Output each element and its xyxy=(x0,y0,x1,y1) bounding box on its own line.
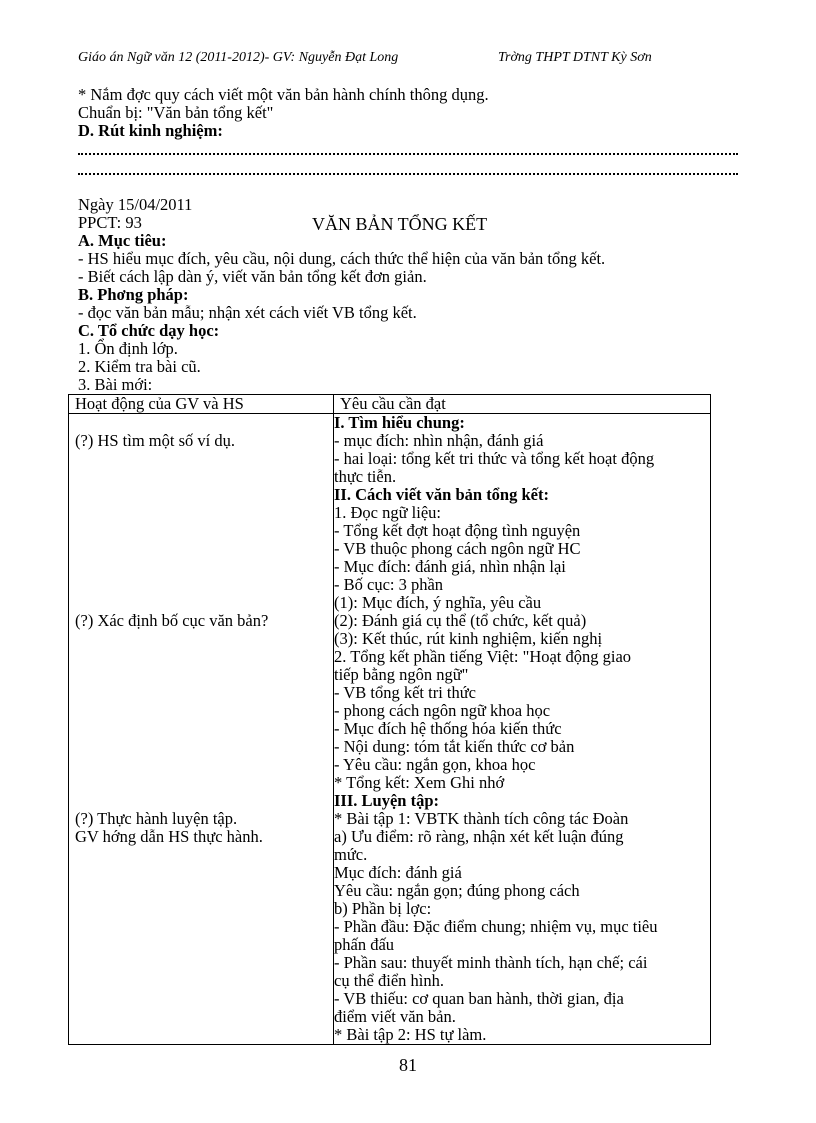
requirement-line: b) Phần bị lợc: xyxy=(334,899,432,918)
requirement-line: - VB thiếu: cơ quan ban hành, thời gian, địa xyxy=(334,989,624,1008)
requirement-line: - phong cách ngôn ngữ khoa học xyxy=(334,701,551,720)
requirement-line: - Mục đích: đánh giá, nhìn nhận lại xyxy=(334,557,566,576)
section-d-heading: D. Rút kinh nghiệm: xyxy=(78,121,223,140)
requirement-line: II. Cách viết văn bản tổng kết: xyxy=(334,485,549,504)
section-a-heading: A. Mục tiêu: xyxy=(78,231,167,250)
requirement-line: III. Luyện tập: xyxy=(334,791,439,810)
lesson-date: Ngày 15/04/2011 xyxy=(78,195,193,214)
intro-line-2: Chuẩn bị: "Văn bản tổng kết" xyxy=(78,103,274,122)
section-c-heading: C. Tổ chức dạy học: xyxy=(78,321,220,340)
requirement-line: điểm viết văn bản. xyxy=(334,1007,456,1026)
requirement-line: - mục đích: nhìn nhận, đánh giá xyxy=(334,431,544,450)
dotted-line-2 xyxy=(78,163,738,175)
dotted-line-1 xyxy=(78,143,738,155)
requirements-cell xyxy=(334,414,711,1045)
requirement-line: - VB thuộc phong cách ngôn ngữ HC xyxy=(334,539,581,558)
requirements-list xyxy=(334,414,710,1044)
header-requirements: Yêu cầu cần đạt xyxy=(334,395,711,414)
requirement-line: 1. Đọc ngữ liệu: xyxy=(334,503,442,522)
requirement-line: - VB tổng kết tri thức xyxy=(334,683,476,702)
requirement-line: Mục đích: đánh giá xyxy=(334,863,462,882)
requirement-line: - Yêu cầu: ngắn gọn, khoa học xyxy=(334,755,536,774)
requirement-line: phấn đấu xyxy=(334,935,395,954)
lesson-ppct: PPCT: 93 xyxy=(78,213,142,232)
step-3: 3. Bài mới: xyxy=(78,375,153,394)
activity-question: (?) Xác định bố cục văn bản? xyxy=(75,611,269,630)
intro-line-1: * Nắm đợc quy cách viết một văn bản hành chính thông dụng. xyxy=(78,85,489,104)
requirement-line: mức. xyxy=(334,845,368,864)
requirement-line: (3): Kết thúc, rút kinh nghiệm, kiến nghị xyxy=(334,629,603,648)
requirement-line: - Mục đích hệ thống hóa kiến thức xyxy=(334,719,562,738)
requirement-line: thực tiễn. xyxy=(334,467,397,486)
requirement-line: * Bài tập 2: HS tự làm. xyxy=(334,1025,487,1044)
table-header-row xyxy=(69,395,711,414)
header-course-info: Giáo án Ngữ văn 12 (2011-2012)- GV: Nguyễn Đạt Long xyxy=(78,50,399,65)
requirement-line: - Phần sau: thuyết minh thành tích, hạn chế; cái xyxy=(334,953,648,972)
requirement-line: - Bố cục: 3 phần xyxy=(334,575,444,594)
objective-1: - HS hiểu mục đích, yêu cầu, nội dung, cách thức thể hiện của văn bản tổng kết. xyxy=(78,249,606,268)
requirement-line: (1): Mục đích, ý nghĩa, yêu cầu xyxy=(334,593,542,612)
requirement-line: I. Tìm hiểu chung: xyxy=(334,413,465,432)
requirement-line: * Bài tập 1: VBTK thành tích công tác Đoàn xyxy=(334,809,629,828)
activities-cell xyxy=(69,414,334,1045)
requirement-line: a) Ưu điểm: rõ ràng, nhận xét kết luận đúng xyxy=(334,827,624,846)
requirement-line: cụ thể điển hình. xyxy=(334,971,444,990)
requirement-line: 2. Tổng kết phần tiếng Việt: "Hoạt động giao xyxy=(334,647,632,666)
objective-2: - Biết cách lập dàn ý, viết văn bản tổng kết đơn giản. xyxy=(78,267,427,286)
requirement-line: - Tổng kết đợt hoạt động tình nguyện xyxy=(334,521,581,540)
method-line: - đọc văn bản mẫu; nhận xét cách viết VB tổng kết. xyxy=(78,303,417,322)
step-1: 1. Ổn định lớp. xyxy=(78,339,178,358)
activity-instruction: GV hớng dẫn HS thực hành. xyxy=(75,827,263,846)
table-body-row xyxy=(69,414,711,1045)
section-b-heading: B. Phơng pháp: xyxy=(78,285,189,304)
requirement-line: (2): Đánh giá cụ thể (tổ chức, kết quả) xyxy=(334,611,587,630)
requirement-line: - hai loại: tổng kết tri thức và tổng kết hoạt động xyxy=(334,449,655,468)
lesson-table xyxy=(68,394,711,1045)
header-activities: Hoạt động của GV và HS xyxy=(69,395,334,414)
header-school-name: Trờng THPT DTNT Kỳ Sơn xyxy=(498,50,652,65)
activity-question: (?) HS tìm một số ví dụ. xyxy=(75,431,235,450)
requirement-line: Yêu cầu: ngắn gọn; đúng phong cách xyxy=(334,881,580,900)
requirement-line: tiếp bằng ngôn ngữ" xyxy=(334,665,469,684)
requirement-line: * Tổng kết: Xem Ghi nhớ xyxy=(334,773,505,792)
page-header xyxy=(78,50,738,72)
requirement-line: - Phần đầu: Đặc điểm chung; nhiệm vụ, mục tiêu xyxy=(334,917,658,936)
activity-question: (?) Thực hành luyện tập. xyxy=(75,809,238,828)
requirement-line: - Nội dung: tóm tắt kiến thức cơ bản xyxy=(334,737,575,756)
lesson-title: VĂN BẢN TỔNG KẾT xyxy=(312,214,488,234)
step-2: 2. Kiểm tra bài cũ. xyxy=(78,357,201,376)
page-number: 81 xyxy=(399,1055,417,1075)
